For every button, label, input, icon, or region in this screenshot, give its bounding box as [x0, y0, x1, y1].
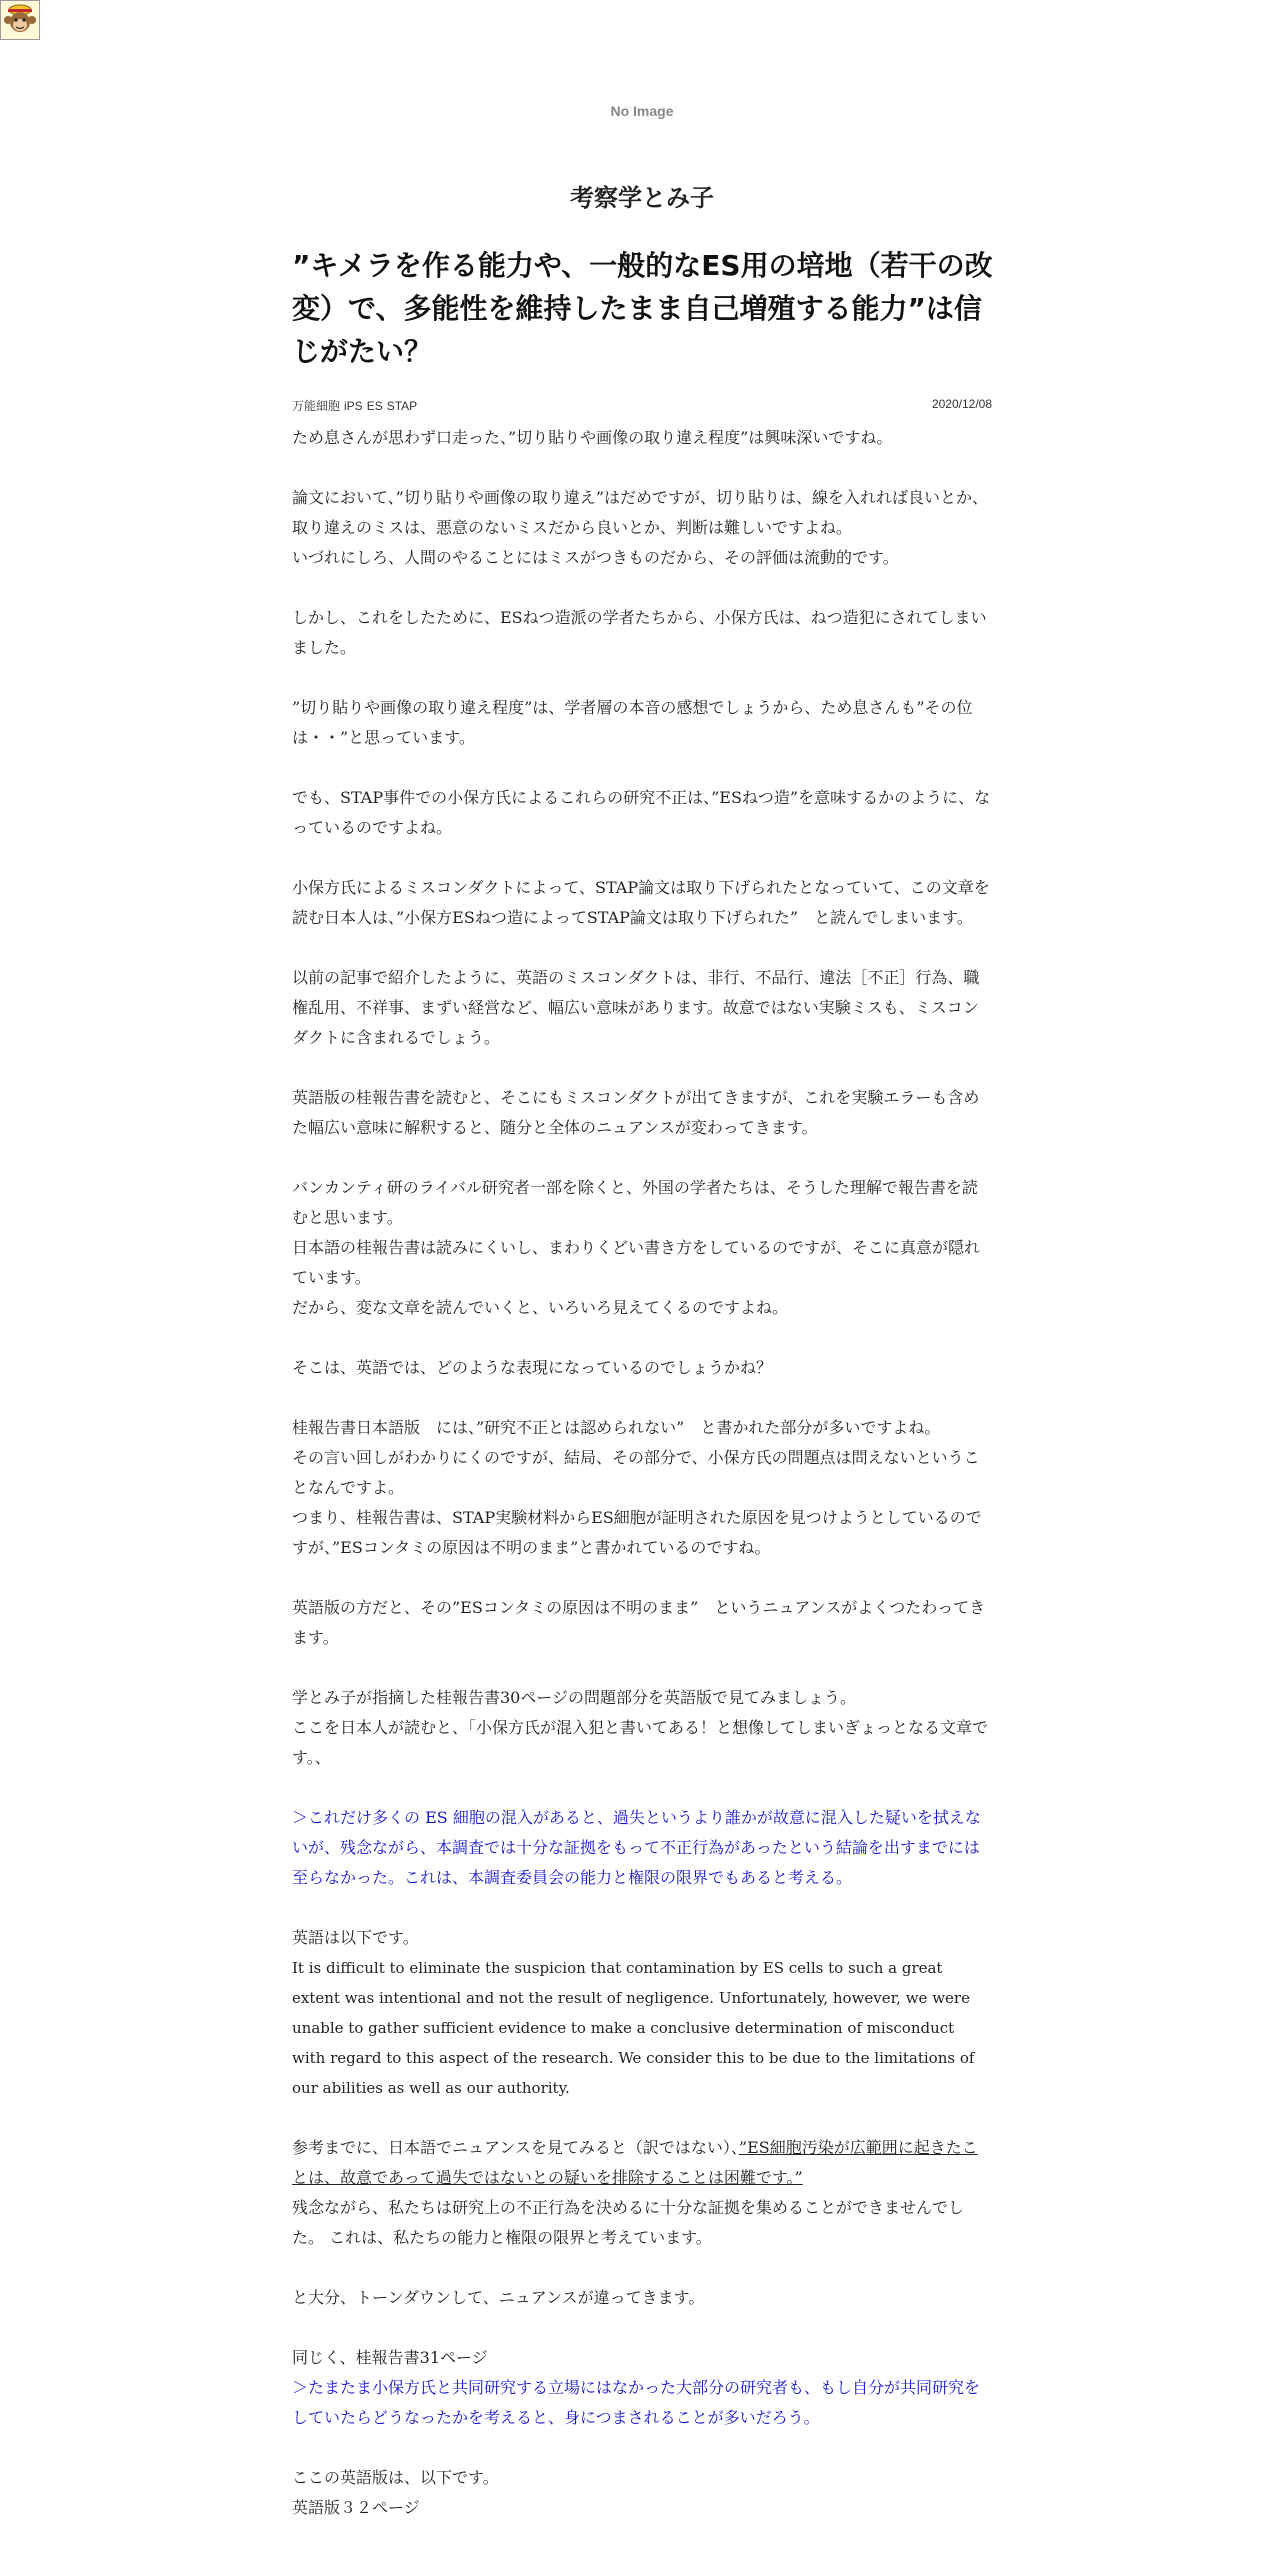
body-text: 学とみ子が指摘した桂報告書30ページの問題部分を英語版で見てみましょう。 — [292, 1688, 857, 1707]
monkey-avatar-icon — [1, 1, 39, 39]
body-text: 桂報告書日本語版 には、”研究不正とは認められない” と書かれた部分が多いですよね。 — [292, 1418, 941, 1437]
post-body — [292, 423, 992, 2523]
body-text: だから、変な文章を読んでいくと、いろいろ見えてくるのですよね。 — [292, 1298, 789, 1317]
body-text: つまり、桂報告書は、STAP実験材料からES細胞が証明された原因を見つけようとしているのですが、”ESコンタミの原因は不明のまま”と書かれているのですね。 — [292, 1508, 982, 1557]
body-text: バンカンティ研のライバル研究者一部を除くと、外国の学者たちは、そうした理解で報告書を読むと思います。 — [292, 1178, 978, 1227]
blog-title[interactable]: 考察学とみ子 — [570, 184, 714, 212]
tag-link[interactable]: STAP — [386, 399, 418, 413]
body-text: 以前の記事で紹介したように、英語のミスコンダクトは、非行、不品行、違法［不正］行為、職権乱用、不祥事、まずい経営など、幅広い意味があります。故意ではない実験ミスも、ミスコンダクトに含まれるでしょう。 — [292, 968, 980, 1047]
header-image-placeholder: No Image — [610, 103, 674, 119]
body-text — [292, 2133, 992, 2193]
body-text: と大分、トーンダウンして、ニュアンスが違ってきます。 — [292, 2288, 705, 2307]
post-title: ”キメラを作る能力や、一般的なES用の培地（若干の改変）で、多能性を維持したまま自己増殖する能力”は信じがたい？ — [292, 249, 993, 368]
body-text: そこは、英語では、どのような表現になっているのでしょうかね？ — [292, 1358, 773, 1377]
body-text: いづれにしろ、人間のやることにはミスがつきものだから、その評価は流動的です。 — [292, 548, 899, 567]
tag-link[interactable]: 万能細胞 — [292, 399, 341, 413]
english-quote: It is difficult to eliminate the suspicion that contamination by ES cells to such a great extent was intentional and not the result of negligence. Unfortunately, however, we were unable to gather sufficient evidence to make a conclusive determination of misconduct with regard to this aspect of the research. We consider this to be due to the limitations of our abilities as well as our authority. — [292, 1959, 975, 2097]
body-text: しかし、これをしたために、ESねつ造派の学者たちから、小保方氏は、ねつ造犯にされてしまいました。 — [292, 608, 987, 657]
avatar[interactable] — [0, 0, 40, 40]
body-text: ”切り貼りや画像の取り違え程度”は、学者層の本音の感想でしょうから、ため息さんも”その位は・・”と思っています。 — [292, 698, 973, 747]
post-date: 2020/12/08 — [931, 397, 992, 411]
post-meta — [292, 397, 992, 414]
body-text: ここの英語版は、以下です。 — [292, 2468, 499, 2487]
body-text: 小保方氏によるミスコンダクトによって、STAP論文は取り下げられたとなっていて、この文章を読む日本人は、”小保方ESねつ造によってSTAP論文は取り下げられた” と読んでしまいます。 — [292, 878, 990, 927]
body-text: 残念ながら、私たちは研究上の不正行為を決めるに十分な証拠を集めることができませんでした。 これは、私たちの能力と権限の限界と考えています。 — [292, 2198, 965, 2247]
body-text: ここを日本人が読むと、「小保方氏が混入犯と書いてある！と想像してしまいぎょっとなる文章です。、 — [292, 1718, 989, 1767]
body-text-lead: 参考までに、日本語でニュアンスを見てみると（訳ではない）、 — [292, 2138, 739, 2157]
quoted-text: ＞これだけ多くの ES 細胞の混入があると、過失というより誰かが故意に混入した疑いを拭えないが、残念ながら、本調査では十分な証拠をもって不正行為があったという結論を出すまでには至らなかった。これは、本調査委員会の能力と権限の限界でもあると考える。 — [292, 1808, 981, 1887]
tag-link[interactable]: ES — [366, 399, 383, 413]
body-text: ため息さんが思わず口走った、”切り貼りや画像の取り違え程度”は興味深いですね。 — [292, 428, 893, 447]
body-text: でも、STAP事件での小保方氏によるこれらの研究不正は、”ESねつ造”を意味するかのように、なっているのですよね。 — [292, 788, 991, 837]
body-text: 論文において、”切り貼りや画像の取り違え”はだめですが、切り貼りは、線を入れれば良いとか、取り違えのミスは、悪意のないミスだから良いとか、判断は難しいですよね。 — [292, 488, 989, 537]
tag-link[interactable]: iPS — [344, 399, 363, 413]
underlined-quote: ”ES細胞汚染が広範囲に起きたことは、故意であって過失ではないとの疑いを排除することは困難です。” — [292, 2138, 978, 2187]
body-text: 日本語の桂報告書は読みにくいし、まわりくどい書き方をしているのですが、そこに真意が隠れています。 — [292, 1238, 981, 1287]
body-text: 英語は以下です。 — [292, 1928, 419, 1947]
body-text: その言い回しがわかりにくのですが、結局、その部分で、小保方氏の問題点は問えないということなんですよ。 — [292, 1448, 980, 1497]
body-text: 同じく、桂報告書31ページ — [292, 2348, 488, 2367]
body-text: 英語版の桂報告書を読むと、そこにもミスコンダクトが出てきますが、これを実験エラーも含めた幅広い意味に解釈すると、随分と全体のニュアンスが変わってきます。 — [292, 1088, 980, 1137]
body-text: 英語版の方だと、その”ESコンタミの原因は不明のまま” というニュアンスがよくつたわってきます。 — [292, 1598, 986, 1647]
body-text: 英語版３２ページ — [292, 2498, 420, 2517]
tag-list — [292, 399, 421, 413]
quoted-text: ＞たまたま小保方氏と共同研究する立場にはなかった大部分の研究者も、もし自分が共同研究をしていたらどうなったかを考えると、身につまされることが多いだろう。 — [292, 2378, 981, 2427]
